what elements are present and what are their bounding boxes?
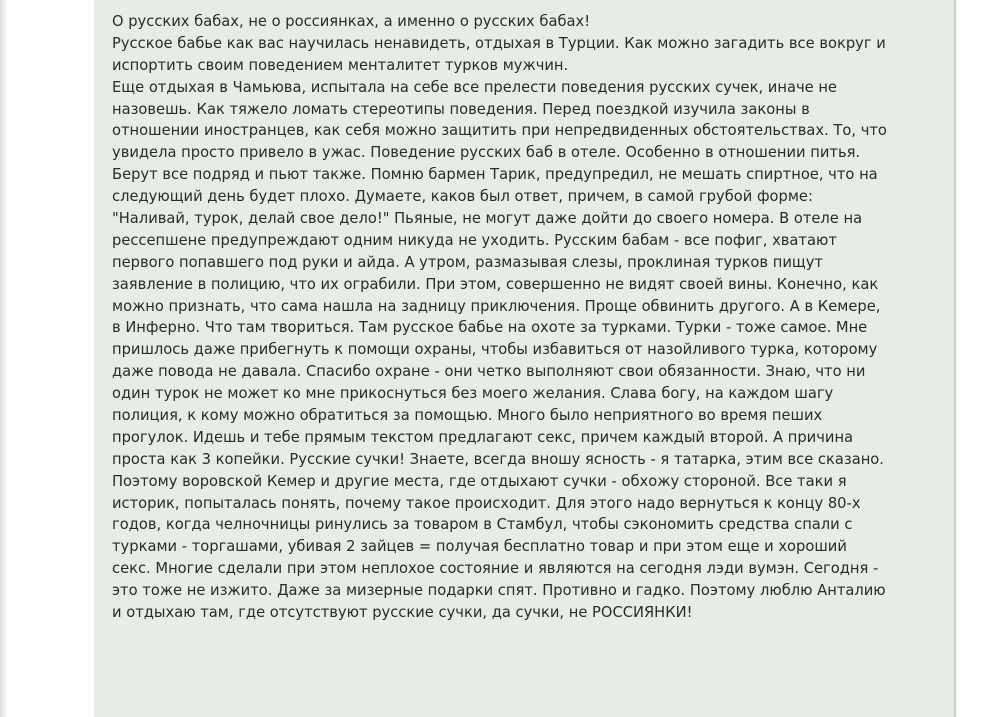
text-line: полиция, к кому можно обратиться за помощью. Много было неприятного во время пеших bbox=[112, 407, 823, 425]
text-line: историк, попыталась понять, почему такое происходит. Для этого надо вернуться к концу 80-х bbox=[112, 494, 861, 512]
scan-edge-shadow bbox=[0, 0, 8, 717]
text-line: "Наливай, турок, делай свое дело!" Пьяные, не могут даже дойти до своего номера. В отеле на bbox=[112, 210, 863, 228]
text-line: рессепшене предупреждают одним никуда не уходить. Русским бабам - все пофиг, хватают bbox=[112, 231, 837, 249]
panel-right-border bbox=[954, 0, 956, 717]
text-line: и отдыхаю там, где отсутствуют русские сучки, да сучки, не РОССИЯНКИ! bbox=[112, 604, 693, 622]
text-line: заявление в полицию, что их ограбили. При этом, совершенно не видят своей вины. Конечно, как bbox=[112, 275, 879, 293]
text-line: пришлось даже прибегнуть к помощи охраны, чтобы избавиться от назойливого турка, которому bbox=[112, 341, 878, 359]
text-line: О русских бабах, не о россиянках, а именно о русских бабах! bbox=[112, 13, 591, 30]
text-line: в Инферно. Что там твориться. Там русское бабье на охоте за турками. Турки - тоже самое. Мне bbox=[112, 319, 868, 337]
text-line: годов, когда челночницы ринулись за товаром в Стамбул, чтобы сэкономить средства спали с bbox=[112, 516, 853, 534]
text-line: увидела просто привело в ужас. Поведение русских баб в отеле. Особенно в отношении питья. bbox=[112, 144, 861, 162]
text-line: проста как 3 копейки. Русские сучки! Знаете, всегда вношу ясность - я татарка, этим все сказано. bbox=[112, 450, 884, 468]
text-line: один турок не может ко мне прикоснуться без моего желания. Слава богу, на каждом шагу bbox=[112, 385, 834, 403]
text-line: отношении иностранцев, как себя можно защитить при непредвиденных обстоятельствах. То, что bbox=[112, 122, 887, 140]
text-line: Еще отдыхая в Чамьюва, испытала на себе все прелести поведения русских сучек, иначе не bbox=[112, 78, 837, 96]
text-line: испортить своим поведением менталитет турков мужчин. bbox=[112, 56, 569, 74]
text-line: Русское бабье как вас научилась ненавидеть, отдыхая в Турции. Как можно загадить все вокруг и bbox=[112, 34, 886, 52]
text-line: следующий день будет плохо. Думаете, каков был ответ, причем, в самой грубой форме: bbox=[112, 188, 813, 206]
text-line: первого попавшего под руки и айда. А утром, размазывая слезы, проклиная турков пищут bbox=[112, 253, 823, 271]
text-line: турками - торгашами, убивая 2 зайцев = получая бесплатно товар и при этом еще и хороший bbox=[112, 538, 847, 556]
text-line: Поэтому воровской Кемер и другие места, где отдыхают сучки - обхожу стороной. Все таки я bbox=[112, 472, 847, 490]
text-line: назовешь. Как тяжело ломать стереотипы поведения. Перед поездкой изучила законы в bbox=[112, 100, 810, 118]
text-line: это тоже не изжито. Даже за мизерные подарки спят. Противно и гадко. Поэтому люблю Анталию bbox=[112, 582, 886, 600]
text-line: можно признать, что сама нашла на задницу приключения. Проще обвинить другого. А в Кемере, bbox=[112, 297, 881, 315]
text-line: секс. Многие сделали при этом неплохое состояние и являются на сегодня лэди вумэн. Сегодня - bbox=[112, 560, 879, 578]
comment-text bbox=[112, 11, 954, 624]
text-line: даже повода не давала. Спасибо охране - они четко выполняют свои обязанности. Знаю, что ни bbox=[112, 363, 866, 381]
text-line: Берут все подряд и пьют также. Помню бармен Тарик, предупредил, не мешать спиртное, что на bbox=[112, 166, 878, 184]
text-line: прогулок. Идешь и тебе прямым текстом предлагают секс, причем каждый второй. А причина bbox=[112, 428, 854, 446]
